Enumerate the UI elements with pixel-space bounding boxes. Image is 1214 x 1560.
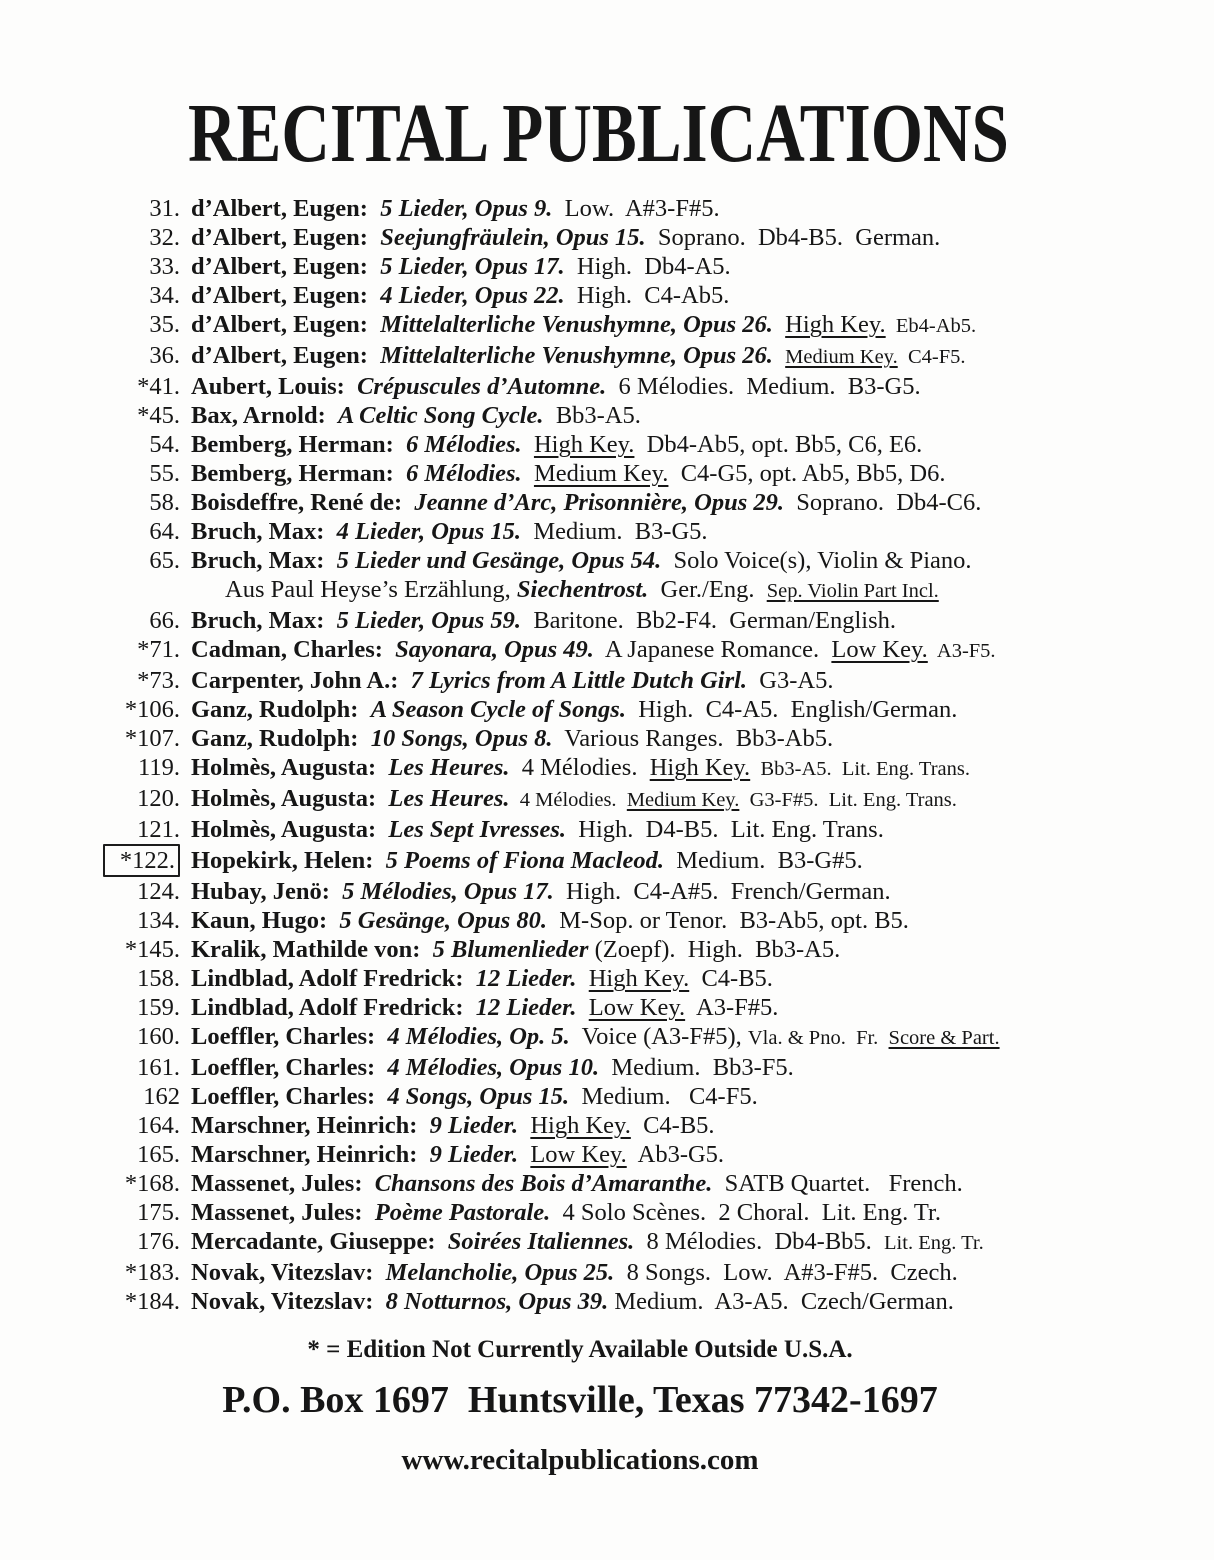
list-item (112, 844, 1214, 877)
item-text (191, 546, 972, 575)
text-segment: 4 Solo Scènes. 2 Choral. Lit. Eng. Tr. (550, 1199, 941, 1226)
item-text (191, 1053, 794, 1082)
item-number: 160. (137, 1023, 180, 1050)
text-segment: Low Key. (588, 994, 686, 1021)
text-segment: Sayonara, Opus 49. (395, 636, 594, 663)
text-segment: Ganz, Rudolph: (191, 725, 371, 752)
text-segment: d’Albert, Eugen: (191, 195, 381, 222)
text-segment (576, 994, 588, 1021)
item-text (191, 815, 884, 844)
list-item (112, 1111, 1214, 1140)
item-text (191, 906, 909, 935)
item-number: 35. (149, 311, 180, 338)
item-text (191, 517, 708, 546)
item-number: 158. (137, 965, 180, 992)
text-segment: 5 Lieder, Opus 59. (336, 607, 522, 634)
list-item (112, 517, 1214, 546)
item-text (191, 252, 731, 281)
text-segment: Aubert, Louis: (191, 373, 358, 400)
text-segment: High. C4-A5. English/German. (625, 696, 958, 723)
text-segment: 9 Lieder. (429, 1141, 519, 1168)
text-segment: Crépuscules d’Automne. (357, 373, 607, 400)
item-text (191, 1198, 941, 1227)
text-segment: 4 Lieder, Opus 15. (336, 518, 522, 545)
item-number: 124. (137, 878, 180, 905)
item-number: 165. (137, 1141, 180, 1168)
item-text (191, 1111, 715, 1140)
text-segment: Hubay, Jenö: (191, 878, 343, 905)
text-segment: Loeffler, Charles: (191, 1054, 388, 1081)
text-segment: High Key. (785, 311, 886, 338)
list-item (112, 1169, 1214, 1198)
text-segment: Les Heures. (388, 754, 510, 781)
list-item (112, 546, 1214, 575)
list-item (112, 1140, 1214, 1169)
text-segment: Les Heures. (388, 785, 510, 812)
text-segment: 5 Poems of Fiona Macleod. (385, 847, 664, 874)
list-item (112, 1198, 1214, 1227)
text-segment: Jeanne d’Arc, Prisonnière, Opus 29. (414, 489, 784, 516)
list-item (112, 906, 1214, 935)
item-number: 121. (137, 816, 180, 843)
text-segment: 10 Songs, Opus 8. (370, 725, 553, 752)
item-number: *106. (124, 696, 180, 723)
text-segment: 12 Lieder. (475, 965, 577, 992)
text-segment: Ger./Eng. (648, 576, 767, 603)
text-segment: G3-A5. (747, 667, 834, 694)
text-segment: Carpenter, John A.: (191, 667, 411, 694)
text-segment: M-Sop. or Tenor. B3-Ab5, opt. B5. (547, 907, 909, 934)
item-number-boxed: *122. (103, 844, 180, 877)
text-segment: 5 Mélodies, Opus 17. (342, 878, 554, 905)
list-item (112, 310, 1214, 341)
text-segment: Massenet, Jules: (191, 1199, 375, 1226)
text-segment: 4 Lieder, Opus 22. (380, 282, 565, 309)
item-text (191, 784, 957, 815)
text-segment: 5 Gesänge, Opus 80. (339, 907, 547, 934)
text-segment: Baritone. Bb2-F4. German/English. (521, 607, 897, 634)
text-segment: A Celtic Song Cycle. (338, 402, 544, 429)
list-item (112, 964, 1214, 993)
text-segment: 6 Mélodies. (406, 431, 522, 458)
text-segment: Low Key. (831, 636, 928, 663)
text-segment: 8 Mélodies. Db4-Bb5. (634, 1228, 885, 1255)
text-segment: Medium. A3-A5. Czech/German. (608, 1288, 954, 1315)
text-segment: 5 Lieder und Gesänge, Opus 54. (336, 547, 662, 574)
item-number: 31. (149, 195, 180, 222)
text-segment: 9 Lieder. (429, 1112, 519, 1139)
item-number: 65. (149, 547, 180, 574)
item-text (191, 1169, 963, 1198)
item-number: *168. (124, 1170, 180, 1197)
item-number: 175. (137, 1199, 180, 1226)
text-segment: 7 Lyrics from A Little Dutch Girl. (410, 667, 748, 694)
text-segment: Kaun, Hugo: (191, 907, 340, 934)
list-item (112, 372, 1214, 401)
list-item (112, 784, 1214, 815)
item-number: 55. (149, 460, 180, 487)
text-segment: Boisdeffre, René de: (191, 489, 415, 516)
text-segment: Bruch, Max: (191, 518, 337, 545)
text-segment: A3-F#5. (685, 994, 779, 1021)
item-number: 33. (149, 253, 180, 280)
text-segment: 5 Lieder, Opus 17. (380, 253, 565, 280)
text-segment: Kralik, Mathilde von: (191, 936, 433, 963)
list-item (112, 606, 1214, 635)
text-segment: Low. A#3-F#5. (552, 195, 720, 222)
text-segment: Seejungfräulein, Opus 15. (380, 224, 646, 251)
text-segment: Aus Paul Heyse’s Erzählung, (225, 576, 517, 603)
text-segment: Bemberg, Herman: (191, 431, 406, 458)
text-segment: d’Albert, Eugen: (191, 253, 381, 280)
list-item (112, 877, 1214, 906)
item-number: 119. (138, 754, 180, 781)
item-text (191, 575, 939, 606)
text-segment (773, 342, 785, 369)
text-segment: Siechentrost. (516, 576, 649, 603)
list-item (112, 1053, 1214, 1082)
text-segment: Medium Key. (626, 789, 740, 811)
item-number: 32. (149, 224, 180, 251)
list-item (112, 430, 1214, 459)
list-item (112, 575, 1214, 606)
text-segment: Cadman, Charles: (191, 636, 396, 663)
text-segment: Melancholie, Opus 25. (385, 1259, 615, 1286)
item-number: *45. (137, 402, 180, 429)
text-segment: High. D4-B5. Lit. Eng. Trans. (566, 816, 884, 843)
item-number: 34. (149, 282, 180, 309)
text-segment: 4 Mélodies. (509, 789, 627, 811)
text-segment: Various Ranges. Bb3-Ab5. (552, 725, 834, 752)
text-segment: 4 Mélodies, Opus 10. (387, 1054, 600, 1081)
text-segment: C4-B5. (630, 1112, 715, 1139)
text-segment: High Key. (533, 431, 635, 458)
list-item (112, 993, 1214, 1022)
list-item (112, 488, 1214, 517)
text-segment: d’Albert, Eugen: (191, 342, 381, 369)
text-segment: A Season Cycle of Songs. (370, 696, 626, 723)
text-segment: Bemberg, Herman: (191, 460, 406, 487)
item-text (191, 935, 840, 964)
text-segment: Holmès, Augusta: (191, 754, 389, 781)
item-text (191, 281, 729, 310)
list-item (112, 1258, 1214, 1287)
text-segment: Soirées Italiennes. (447, 1228, 635, 1255)
item-text (191, 1258, 958, 1287)
item-text (191, 724, 833, 753)
item-text (191, 459, 945, 488)
text-segment: Bb3-A5. Lit. Eng. Trans. (750, 758, 971, 780)
item-text (191, 372, 921, 401)
item-text (191, 194, 720, 223)
text-segment: High Key. (588, 965, 690, 992)
item-text (191, 430, 922, 459)
text-segment (522, 431, 534, 458)
text-segment: A3-F5. (927, 640, 996, 662)
text-segment (773, 311, 785, 338)
text-segment (518, 1141, 530, 1168)
list-item (112, 935, 1214, 964)
text-segment: Ab3-G5. (626, 1141, 725, 1168)
text-segment: Medium. B3-G5. (521, 518, 708, 545)
address-line: P.O. Box 1697 Huntsville, Texas 77342-1697 (222, 1379, 938, 1421)
item-number: *184. (124, 1288, 180, 1315)
item-number: 54. (149, 431, 180, 458)
text-segment: C4-G5, opt. Ab5, Bb5, D6. (668, 460, 946, 487)
item-text (191, 993, 778, 1022)
item-number: 36. (149, 342, 180, 369)
text-segment: Bb3-A5. (543, 402, 641, 429)
item-number: 161. (137, 1054, 180, 1081)
text-segment: Sep. Violin Part Incl. (766, 580, 939, 602)
text-segment: SATB Quartet. French. (712, 1170, 963, 1197)
item-text (191, 695, 957, 724)
text-segment: Les Sept Ivresses. (388, 816, 566, 843)
text-segment: Novak, Vitezslav: (191, 1288, 386, 1315)
list-item (112, 341, 1214, 372)
item-text (191, 223, 940, 252)
text-segment: Medium. Bb3-F5. (599, 1054, 794, 1081)
list-item (112, 635, 1214, 666)
item-number: *145. (124, 936, 180, 963)
item-text (191, 310, 976, 341)
list-item (112, 753, 1214, 784)
item-text (191, 753, 970, 784)
text-segment: Bruch, Max: (191, 607, 337, 634)
item-number: 162 (143, 1083, 180, 1110)
list-item (112, 1287, 1214, 1316)
item-text (191, 488, 981, 517)
list-item (112, 724, 1214, 753)
text-segment: Mittelalterliche Venushymne, Opus 26. (380, 311, 773, 338)
list-item (112, 1082, 1214, 1111)
text-segment: Medium Key. (785, 346, 898, 368)
item-number: 64. (149, 518, 180, 545)
text-segment: Mittelalterliche Venushymne, Opus 26. (380, 342, 773, 369)
item-number: 176. (137, 1228, 180, 1255)
text-segment: A Japanese Romance. (593, 636, 832, 663)
item-number: 164. (137, 1112, 180, 1139)
text-segment: d’Albert, Eugen: (191, 224, 381, 251)
text-segment: 5 Blumenlieder (432, 936, 589, 963)
text-segment: Chansons des Bois d’Amaranthe. (374, 1170, 713, 1197)
item-number: 134. (137, 907, 180, 934)
item-number: *107. (124, 725, 180, 752)
item-text (191, 341, 966, 372)
list-item (112, 194, 1214, 223)
text-segment: Ganz, Rudolph: (191, 696, 371, 723)
text-segment: d’Albert, Eugen: (191, 311, 381, 338)
text-segment: Soprano. Db4-B5. German. (645, 224, 941, 251)
text-segment: Medium. B3-G#5. (663, 847, 863, 874)
text-segment: Lindblad, Adolf Fredrick: (191, 994, 476, 1021)
text-segment: Massenet, Jules: (191, 1170, 375, 1197)
text-segment: 6 Mélodies. Medium. B3-G5. (606, 373, 921, 400)
text-segment: Voice (A3-F#5), (569, 1023, 748, 1050)
text-segment: 8 Songs. Low. A#3-F#5. Czech. (614, 1259, 958, 1286)
text-segment (518, 1112, 530, 1139)
text-segment: Marschner, Heinrich: (191, 1141, 430, 1168)
text-segment: Marschner, Heinrich: (191, 1112, 430, 1139)
text-segment: Bruch, Max: (191, 547, 337, 574)
item-number: *73. (137, 667, 180, 694)
list-item (112, 401, 1214, 430)
text-segment: Soprano. Db4-C6. (784, 489, 982, 516)
item-number: *71. (137, 636, 180, 663)
list-item (112, 252, 1214, 281)
text-segment: G3-F#5. Lit. Eng. Trans. (739, 789, 957, 811)
text-segment: 4 Mélodies, Op. 5. (387, 1023, 570, 1050)
list-item (112, 223, 1214, 252)
text-segment: High Key. (530, 1112, 631, 1139)
item-number: *41. (137, 373, 180, 400)
text-segment: C4-B5. (689, 965, 773, 992)
text-segment: Medium. C4-F5. (569, 1083, 758, 1110)
text-segment: 8 Notturnos, Opus 39. (385, 1288, 609, 1315)
text-segment: 4 Songs, Opus 15. (387, 1083, 570, 1110)
text-segment: Poème Pastorale. (374, 1199, 551, 1226)
item-text (191, 1227, 984, 1258)
text-segment: Lit. Eng. Tr. (884, 1232, 984, 1254)
list-item (112, 815, 1214, 844)
list-item (112, 695, 1214, 724)
item-text (191, 666, 833, 695)
item-text (191, 606, 896, 635)
text-segment: Mercadante, Giuseppe: (191, 1228, 448, 1255)
text-segment: C4-F5. (897, 346, 966, 368)
availability-note: * = Edition Not Currently Available Outside U.S.A. (307, 1336, 853, 1363)
text-segment: 5 Lieder, Opus 9. (380, 195, 553, 222)
catalog-list (112, 194, 1214, 1316)
text-segment: High Key. (649, 754, 751, 781)
page-title: RECITAL PUBLICATIONS (188, 87, 1009, 180)
text-segment (522, 460, 534, 487)
item-text (191, 1287, 954, 1316)
item-text (191, 401, 641, 430)
list-item (112, 1227, 1214, 1258)
text-segment: 12 Lieder. (475, 994, 577, 1021)
text-segment: Db4-Ab5, opt. Bb5, C6, E6. (634, 431, 923, 458)
text-segment: Solo Voice(s), Violin & Piano. (661, 547, 972, 574)
text-segment: High. C4-Ab5. (564, 282, 730, 309)
text-segment: Medium Key. (533, 460, 669, 487)
text-segment: High. C4-A#5. French/German. (553, 878, 891, 905)
text-segment: Lindblad, Adolf Fredrick: (191, 965, 476, 992)
text-segment: Loeffler, Charles: (191, 1023, 388, 1050)
text-segment: d’Albert, Eugen: (191, 282, 381, 309)
text-segment: Bax, Arnold: (191, 402, 339, 429)
list-item (112, 666, 1214, 695)
text-segment: High. Db4-A5. (564, 253, 731, 280)
text-segment: Hopekirk, Helen: (191, 847, 386, 874)
website-url: www.recitalpublications.com (401, 1444, 759, 1476)
item-number: 58. (149, 489, 180, 516)
item-number: *183. (124, 1259, 180, 1286)
text-segment: Novak, Vitezslav: (191, 1259, 386, 1286)
text-segment: Vla. & Pno. Fr. (747, 1027, 889, 1049)
text-segment: (Zoepf). High. Bb3-A5. (588, 936, 841, 963)
item-text (191, 846, 863, 875)
text-segment: Holmès, Augusta: (191, 816, 389, 843)
text-segment: 4 Mélodies. (509, 754, 650, 781)
text-segment: Loeffler, Charles: (191, 1083, 388, 1110)
list-item (112, 1022, 1214, 1053)
item-number: 66. (149, 607, 180, 634)
text-segment: Low Key. (530, 1141, 627, 1168)
item-number: 120. (137, 785, 180, 812)
text-segment: Eb4-Ab5. (885, 315, 977, 337)
text-segment (576, 965, 588, 992)
text-segment: 6 Mélodies. (406, 460, 522, 487)
item-text (191, 877, 891, 906)
list-item (112, 281, 1214, 310)
item-text (191, 1082, 758, 1111)
list-item (112, 459, 1214, 488)
text-segment: Holmès, Augusta: (191, 785, 389, 812)
item-text (191, 1140, 724, 1169)
item-text (191, 964, 773, 993)
item-text (191, 635, 996, 666)
item-text (191, 1022, 1000, 1053)
item-number: 159. (137, 994, 180, 1021)
text-segment: Score & Part. (888, 1027, 1000, 1049)
